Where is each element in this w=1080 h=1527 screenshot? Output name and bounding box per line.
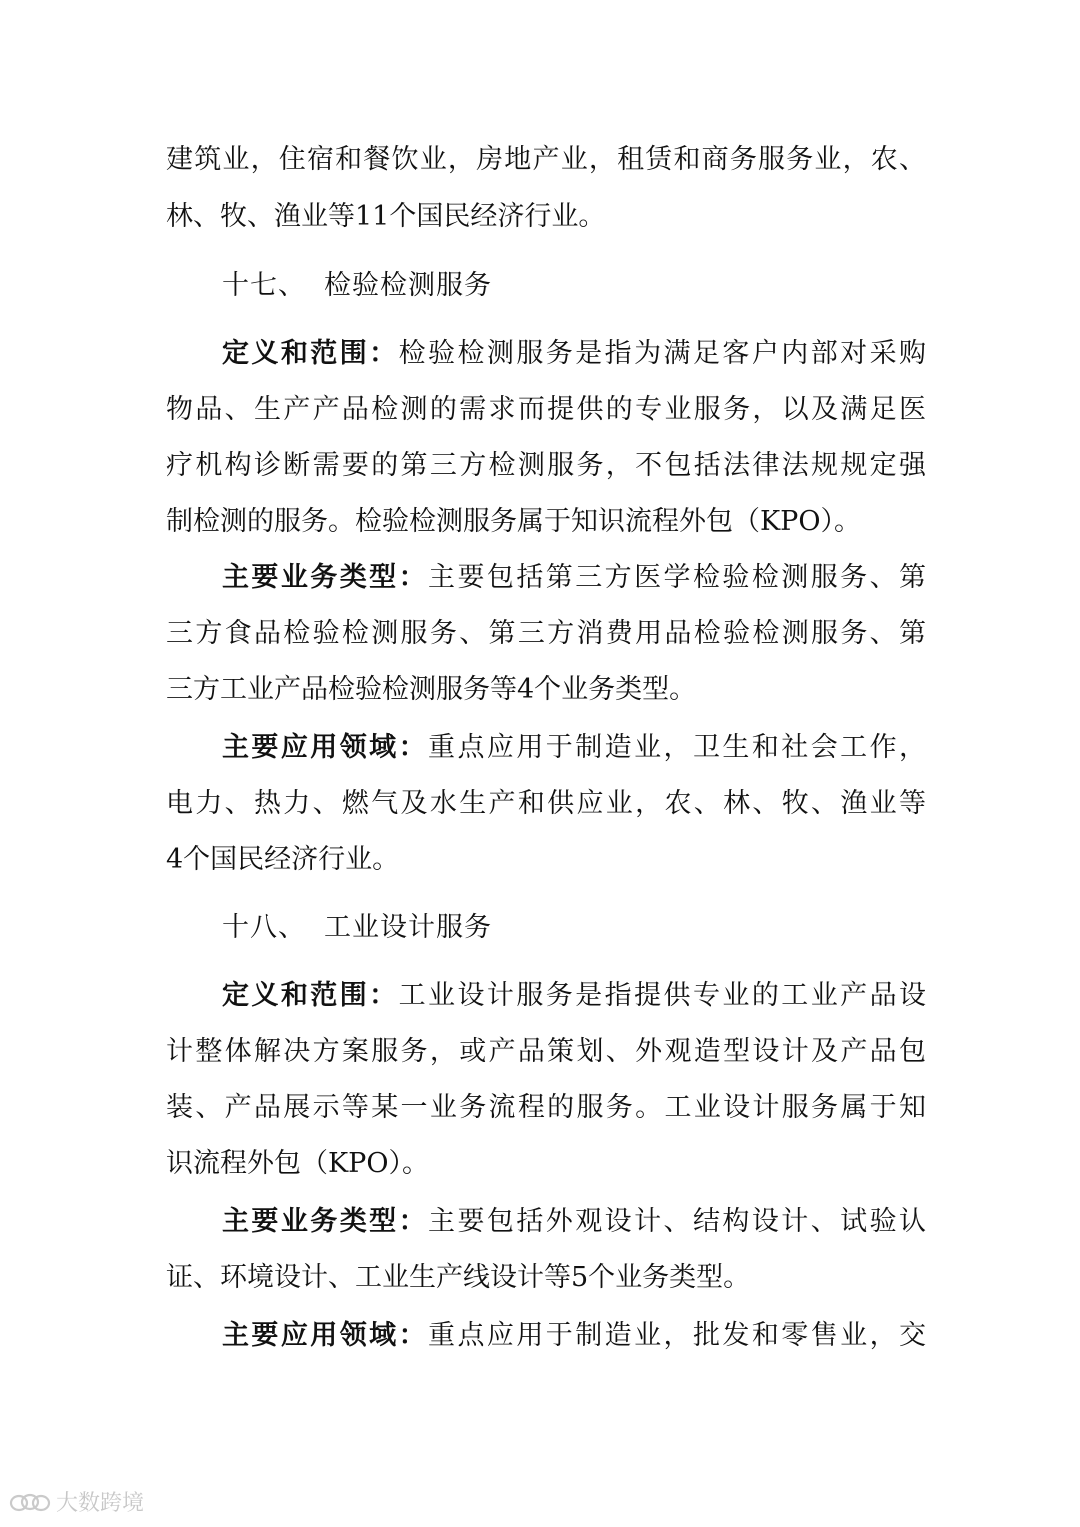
paragraph-line: 物品、生产产品检测的需求而提供的专业服务，以及满足医 <box>166 394 926 425</box>
business-types-label: 主要业务类型： <box>222 562 429 593</box>
watermark <box>8 1486 144 1517</box>
application-fields-label: 主要应用领域： <box>222 732 429 763</box>
paragraph-line: 计整体解决方案服务，或产品策划、外观造型设计及产品包 <box>166 1036 926 1067</box>
paragraph-line: 4个国民经济行业。 <box>166 844 400 875</box>
watermark-text: 大数跨境 <box>56 1491 145 1516</box>
paragraph-line <box>222 976 926 1016</box>
application-fields-text: 重点应用于制造业，批发和零售业，交 <box>428 1320 926 1351</box>
definition-text: 工业设计服务是指提供专业的工业产品设 <box>398 980 926 1011</box>
section-heading-17 <box>222 266 926 306</box>
paragraph-line: 制检测的服务。检验检测服务属于知识流程外包（KPO）。 <box>166 506 861 537</box>
definition-text: 检验检测服务是指为满足客户内部对采购 <box>398 338 926 369</box>
paragraph-line <box>222 728 926 768</box>
business-types-text: 主要包括第三方医学检验检测服务、第 <box>428 562 926 593</box>
paragraph-line: 识流程外包（KPO）。 <box>166 1148 429 1179</box>
section-number: 十七、 <box>222 270 306 301</box>
paragraph-line: 电力、热力、燃气及水生产和供应业，农、林、牧、渔业等 <box>166 788 926 819</box>
paragraph-line <box>222 334 926 374</box>
business-types-text: 主要包括外观设计、结构设计、试验认 <box>428 1206 926 1237</box>
paragraph-line <box>222 1202 926 1242</box>
definition-label: 定义和范围： <box>222 980 399 1011</box>
paragraph-line <box>222 1316 926 1356</box>
section-title: 检验检测服务 <box>324 270 492 301</box>
business-types-label: 主要业务类型： <box>222 1206 429 1237</box>
paragraph-line: 建筑业，住宿和餐饮业，房地产业，租赁和商务服务业，农、 <box>166 144 926 175</box>
paragraph-line: 装、产品展示等某一业务流程的服务。工业设计服务属于知 <box>166 1092 926 1123</box>
paragraph-line: 三方食品检验检测服务、第三方消费用品检验检测服务、第 <box>166 618 926 649</box>
definition-label: 定义和范围： <box>222 338 399 369</box>
paragraph-line: 证、环境设计、工业生产线设计等5个业务类型。 <box>166 1262 751 1293</box>
paragraph-line: 三方工业产品检验检测服务等4个业务类型。 <box>166 674 697 705</box>
paragraph-line: 疗机构诊断需要的第三方检测服务，不包括法律法规规定强 <box>166 450 926 481</box>
section-title: 工业设计服务 <box>324 912 492 943</box>
section-number: 十八、 <box>222 912 306 943</box>
section-heading-18 <box>222 908 926 948</box>
link-cloud-icon <box>8 1489 52 1515</box>
paragraph-line <box>222 558 926 598</box>
paragraph-line: 林、牧、渔业等11个国民经济行业。 <box>166 201 606 232</box>
application-fields-text: 重点应用于制造业，卫生和社会工作， <box>428 732 926 763</box>
application-fields-label: 主要应用领域： <box>222 1320 429 1351</box>
